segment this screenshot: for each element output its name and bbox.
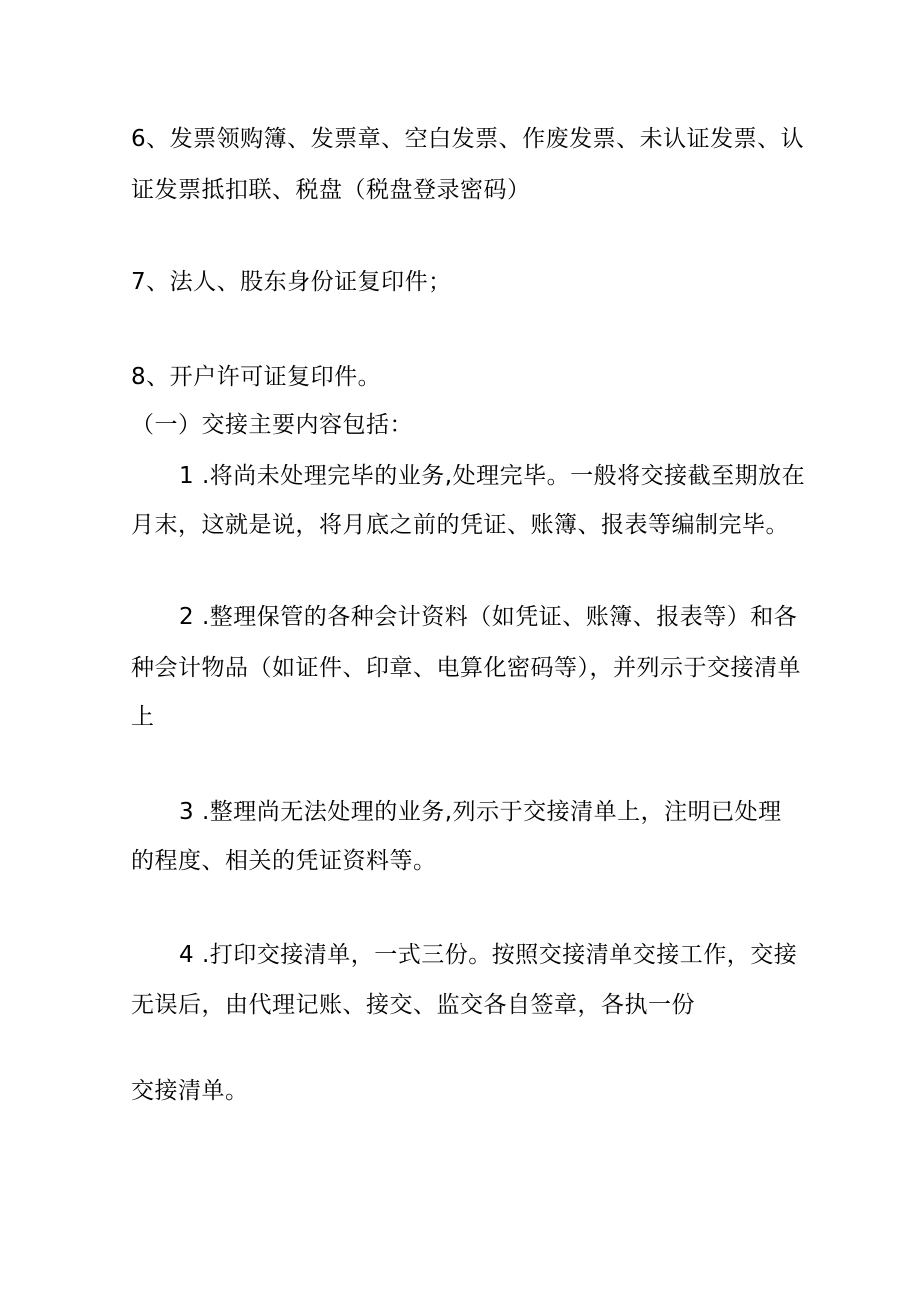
step-3-line-1: 3 .整理尚无法处理的业务,列示于交接清单上，注明已处理	[179, 799, 782, 825]
item-6-line-2: 证发票抵扣联、税盘（税盘登录密码）	[131, 177, 531, 203]
step-1-line-2: 月末，这就是说，将月底之前的凭证、账簿、报表等编制完毕。	[131, 512, 789, 538]
step-3-line-2: 的程度、相关的凭证资料等。	[131, 848, 437, 874]
step-2-line-1: 2 .整理保管的各种会计资料（如凭证、账簿、报表等）和各	[179, 604, 798, 630]
step-2-line-2: 种会计物品（如证件、印章、电算化密码等），并列示于交接清单	[131, 655, 801, 681]
step-4-line-1: 4 .打印交接清单，一式三份。按照交接清单交接工作，交接	[179, 942, 798, 968]
step-1-line-1: 1 .将尚未处理完毕的业务,处理完毕。一般将交接截至期放在	[179, 463, 806, 489]
step-4-line-2: 无误后，由代理记账、接交、监交各自签章，各执一份	[131, 992, 695, 1018]
section-heading: （一）交接主要内容包括：	[131, 412, 413, 438]
item-8-line-1: 8、开户许可证复印件。	[131, 364, 382, 390]
item-6-line-1: 6、发票领购簿、发票章、空白发票、作废发票、未认证发票、认	[131, 126, 805, 152]
step-2-line-3: 上	[131, 704, 155, 730]
step-4-line-3: 交接清单。	[131, 1078, 249, 1104]
item-7-line-1: 7、法人、股东身份证复印件；	[131, 269, 452, 295]
